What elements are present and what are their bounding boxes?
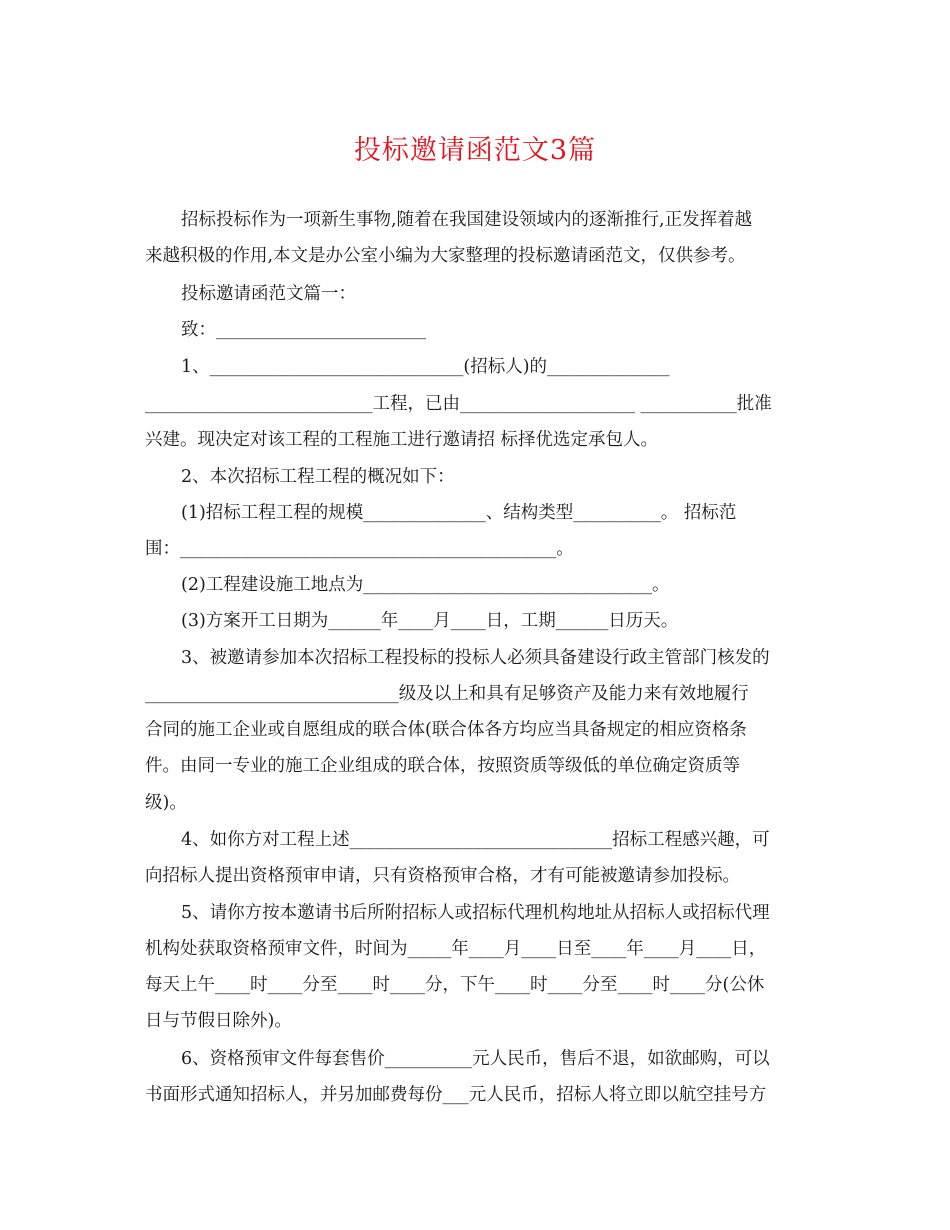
paragraph-line: 5、请你方按本邀请书后所附招标人或招标代理机构地址从招标人或招标代理 — [181, 903, 770, 923]
paragraph-line: 级)。 — [145, 793, 187, 813]
paragraph-line: 件。由同一专业的施工企业组成的联合体，按照资质等级低的单位确定资质等 — [145, 756, 740, 776]
paragraph-line: (2)工程建设施工地点为_________________________________。 — [181, 575, 670, 595]
paragraph-line: __________________________工程，已由____________________ ___________批准 — [145, 394, 772, 414]
paragraph-line: (1)招标工程工程的规模______________、结构类型__________。 招标范 — [181, 503, 737, 523]
paragraph-line: _____________________________级及以上和具有足够资产及能力来有效地履行 — [145, 684, 749, 704]
paragraph-line: 合同的施工企业或自愿组成的联合体(联合体各方均应当具备规定的相应资格条 — [145, 720, 747, 740]
paragraph-line: 兴建。现决定对该工程的工程施工进行邀请招 标择优选定承包人。 — [145, 430, 659, 450]
paragraph-line: 6、资格预审文件每套售价__________元人民币，售后不退，如欲邮购，可以 — [181, 1049, 770, 1069]
paragraph-line: 致：________________________ — [181, 320, 426, 340]
paragraph-line: 3、被邀请参加本次招标工程投标的投标人必须具备建设行政主管部门核发的 — [181, 648, 770, 668]
paragraph-line: 2、本次招标工程工程的概况如下： — [181, 467, 455, 487]
document-title: 投标邀请函范文3篇 — [353, 135, 597, 166]
paragraph-line: 日与节假日除外)。 — [145, 1011, 292, 1031]
paragraph-line: 每天上午____时____分至____时____分，下午____时____分至____时____分(公休 — [145, 975, 765, 995]
paragraph-line: 书面形式通知招标人，并另加邮费每份___元人民币，招标人将立即以航空挂号方 — [145, 1085, 767, 1105]
paragraph-line: 招标投标作为一项新生事物,随着在我国建设领域内的逐渐推行,正发挥着越 — [181, 210, 753, 230]
paragraph-line: 向招标人提出资格预审申请，只有资格预审合格，才有可能被邀请参加投标。 — [145, 866, 740, 886]
paragraph-line: (3)方案开工日期为______年____月____日，工期______日历天。 — [181, 611, 679, 631]
paragraph-line: 来越积极的作用,本文是办公室小编为大家整理的投标邀请函范文，仅供参考。 — [145, 246, 746, 266]
paragraph-line: 围：___________________________________________。 — [145, 539, 574, 559]
paragraph-line: 1、_____________________________(招标人)的______________ — [181, 357, 670, 377]
paragraph-line: 机构处获取资格预审文件，时间为_____年____月____日至____年____月____日， — [145, 939, 767, 959]
section-heading: 投标邀请函范文篇一： — [181, 284, 356, 304]
paragraph-line: 4、如你方对工程上述______________________________招标工程感兴趣，可 — [181, 830, 770, 850]
